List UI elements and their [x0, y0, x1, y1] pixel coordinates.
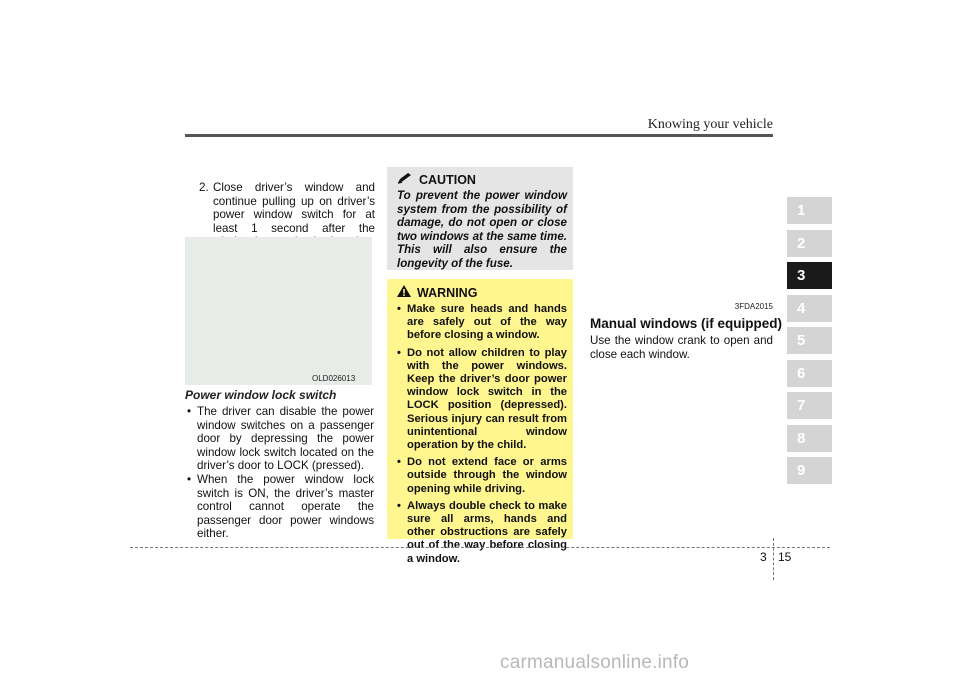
chapter-tab-2[interactable]: 2	[787, 230, 832, 257]
caution-box	[387, 167, 573, 270]
list-item: • Do not extend face or arms outside through the window opening while driving.	[395, 456, 567, 496]
footer-divider	[773, 538, 774, 580]
warning-triangle-icon	[397, 285, 411, 300]
section-text: Use the window crank to open and close each window.	[590, 334, 773, 361]
chapter-tab-5[interactable]: 5	[787, 327, 832, 354]
footer-rule	[130, 547, 830, 548]
step-number: 2.	[199, 181, 209, 194]
list-item: • Do not allow children to play with the power windows. Keep the driver’s door power window lock switch in the LOCK position (depressed). Serious injury can result from unintentional window operation by the child.	[395, 347, 567, 453]
header-rule	[185, 134, 773, 137]
chapter-tab-4[interactable]: 4	[787, 295, 832, 322]
section-title: Manual windows (if equipped)	[590, 316, 782, 331]
lock-switch-bullets	[185, 405, 374, 541]
running-head: Knowing your vehicle	[647, 117, 773, 132]
caution-heading	[397, 172, 476, 187]
chapter-tab-8[interactable]: 8	[787, 425, 832, 452]
warning-title: WARNING	[417, 285, 478, 300]
subhead-lock-switch: Power window lock switch	[185, 388, 337, 402]
caution-title: CAUTION	[419, 172, 476, 187]
page-chapter: 3	[760, 550, 767, 564]
page-number: 15	[778, 550, 792, 564]
pencil-icon	[397, 172, 413, 187]
chapter-tab-9[interactable]: 9	[787, 457, 832, 484]
warning-box	[387, 279, 573, 565]
chapter-tab-6[interactable]: 6	[787, 360, 832, 387]
photo-code: OLD026013	[312, 374, 356, 383]
chapter-tab-3[interactable]: 3	[787, 262, 832, 289]
chapter-tab-1[interactable]: 1	[787, 197, 832, 224]
warning-list	[395, 303, 567, 570]
list-item: • The driver can disable the power window switches on a passenger door by depressing the power window lock switch located on the driver’s door to LOCK (pressed).	[185, 405, 374, 473]
watermark: carmanualsonline.info	[500, 652, 690, 673]
warning-heading	[397, 285, 477, 300]
step-text: Close driver’s window and continue pulling up on driver’s power window switch for at least 1 second after the	[213, 181, 375, 235]
window-switch-photo	[185, 237, 372, 385]
figure-code: 3FDA2015	[734, 302, 773, 311]
list-item: • Always double check to make sure all arms, hands and other obstructions are safely out of the way before closing a window.	[395, 500, 567, 566]
chapter-tab-7[interactable]: 7	[787, 392, 832, 419]
list-item: • Make sure heads and hands are safely out of the way before closing a window.	[395, 303, 567, 343]
list-item: • When the power window lock switch is ON, the driver’s master control cannot operate the passenger door power windows either.	[185, 473, 374, 541]
caution-text: To prevent the power window system from the possibility of damage, do not open or close two windows at the same time. This will also ensure the longevity of the fuse.	[397, 189, 567, 270]
